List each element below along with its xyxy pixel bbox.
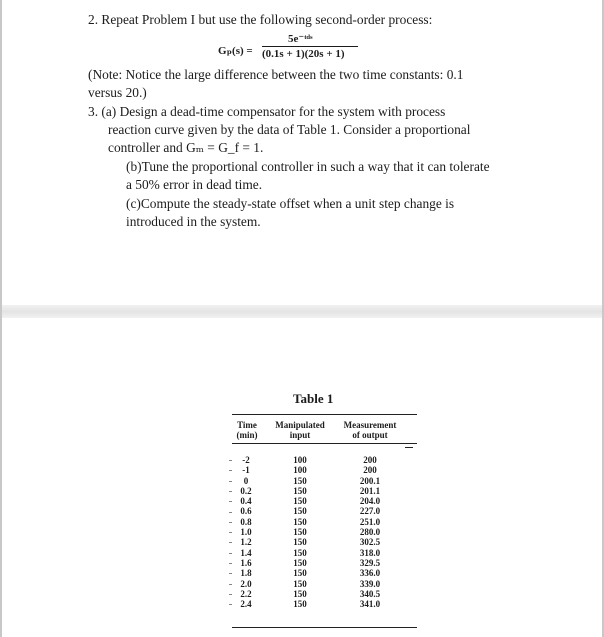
row-tick-mark — [229, 512, 232, 513]
input-cell: 100 — [293, 455, 307, 465]
output-cell: 251.0 — [359, 516, 381, 527]
output-cell: 302.5 — [359, 537, 381, 548]
output-cell: 340.5 — [359, 588, 381, 599]
table-top-rule — [232, 414, 417, 415]
output-cell: 341.0 — [359, 599, 381, 610]
row-tick-mark — [229, 481, 232, 482]
output-cell: 201.1 — [359, 485, 381, 496]
time-cell: 2.2 — [240, 588, 252, 599]
time-cell: 0.4 — [240, 496, 252, 507]
input-cell: 150 — [293, 588, 307, 599]
note-line-1: (Note: Notice the large difference between the two time constants: 0.1 — [88, 67, 464, 82]
row-tick-mark — [229, 594, 232, 595]
note-line-2: versus 20.) — [88, 85, 147, 100]
input-cell: 150 — [293, 506, 307, 517]
time-cell: 1.6 — [240, 557, 252, 568]
row-tick-mark — [229, 501, 232, 502]
problem3a-line-1: 3. (a) Design a dead-time compensator for the system with process — [88, 104, 446, 119]
row-tick-mark — [229, 553, 232, 554]
row-tick-mark — [229, 542, 232, 543]
input-cell: 150 — [293, 475, 307, 486]
output-cell: 339.0 — [359, 578, 381, 589]
time-cell: 0 — [243, 475, 249, 486]
input-cell: 150 — [293, 547, 307, 558]
output-cell: 227.0 — [359, 506, 381, 517]
problem3c-line-1: (c)Compute the steady-state offset when a unit step change is — [126, 196, 455, 211]
time-cell: 1.8 — [240, 568, 252, 579]
table-bottom-rule — [232, 627, 417, 628]
input-cell: 150 — [293, 527, 307, 538]
input-cell: 150 — [293, 568, 307, 579]
time-cell: -1 — [242, 465, 250, 476]
problem2-statement: 2. Repeat Problem I but use the following second-order process: — [88, 12, 433, 27]
table-title: Table 1 — [293, 391, 334, 406]
tf-numerator: 5e⁻ᵗᵈˢ — [288, 33, 313, 45]
input-cell: 150 — [293, 599, 307, 610]
time-cell: 2.4 — [240, 599, 252, 610]
output-cell: 200.1 — [359, 475, 381, 486]
page-separator — [0, 305, 604, 318]
time-cell: 1.2 — [240, 537, 252, 548]
problem3c-line-2: introduced in the system. — [126, 214, 261, 229]
header-input: Manipulated input — [275, 420, 325, 440]
column-input — [285, 455, 315, 609]
header-output: Measurement of output — [343, 420, 397, 440]
time-cell: 0.8 — [240, 516, 252, 527]
tf-denominator: (0.1s + 1)(20s + 1) — [262, 48, 345, 60]
time-cell: 2.0 — [240, 578, 252, 589]
column-time — [234, 455, 258, 609]
problem3a-line-3: controller and Gₘ = G_f = 1. — [108, 140, 264, 155]
output-cell: 200 — [363, 455, 377, 465]
output-cell: 329.5 — [359, 557, 381, 568]
row-tick-mark — [229, 584, 232, 585]
input-cell: 150 — [293, 516, 307, 527]
column-output — [352, 455, 388, 609]
row-tick-mark — [229, 470, 232, 471]
row-tick-mark — [229, 491, 232, 492]
input-cell: 150 — [293, 485, 307, 496]
problem3b-line-1: (b)Tune the proportional controller in such a way that it can tolerate — [126, 159, 490, 174]
output-cell: 336.0 — [359, 568, 381, 579]
input-cell: 150 — [293, 557, 307, 568]
row-tick-mark — [229, 532, 232, 533]
problem3b-line-2: a 50% error in dead time. — [126, 177, 263, 192]
input-cell: 150 — [293, 578, 307, 589]
time-cell: 0.6 — [240, 506, 252, 517]
output-cell: 200 — [363, 465, 377, 476]
output-cell: 204.0 — [359, 496, 381, 507]
row-tick-mark — [229, 563, 232, 564]
row-tick-mark — [229, 604, 232, 605]
row-tick-mark — [229, 522, 232, 523]
row-tick-mark — [229, 573, 232, 574]
time-cell: 1.4 — [240, 547, 252, 558]
input-cell: 150 — [293, 537, 307, 548]
fraction-bar — [262, 46, 358, 47]
output-cell: 318.0 — [359, 547, 381, 558]
process-label: Gₚ(s) = — [218, 45, 253, 57]
row-tick-mark — [229, 460, 232, 461]
time-cell: -2 — [242, 455, 250, 465]
problem3a-line-2: reaction curve given by the data of Table 1. Consider a proportional — [108, 122, 471, 137]
header-rule-tick — [405, 447, 413, 448]
header-rule — [232, 443, 417, 444]
output-cell: 280.0 — [359, 527, 381, 538]
left-edge — [0, 0, 2, 637]
time-cell: 1.0 — [240, 527, 252, 538]
time-cell: 0.2 — [240, 485, 252, 496]
header-time: Time (min) — [236, 420, 258, 440]
input-cell: 150 — [293, 496, 307, 507]
input-cell: 100 — [293, 465, 307, 476]
